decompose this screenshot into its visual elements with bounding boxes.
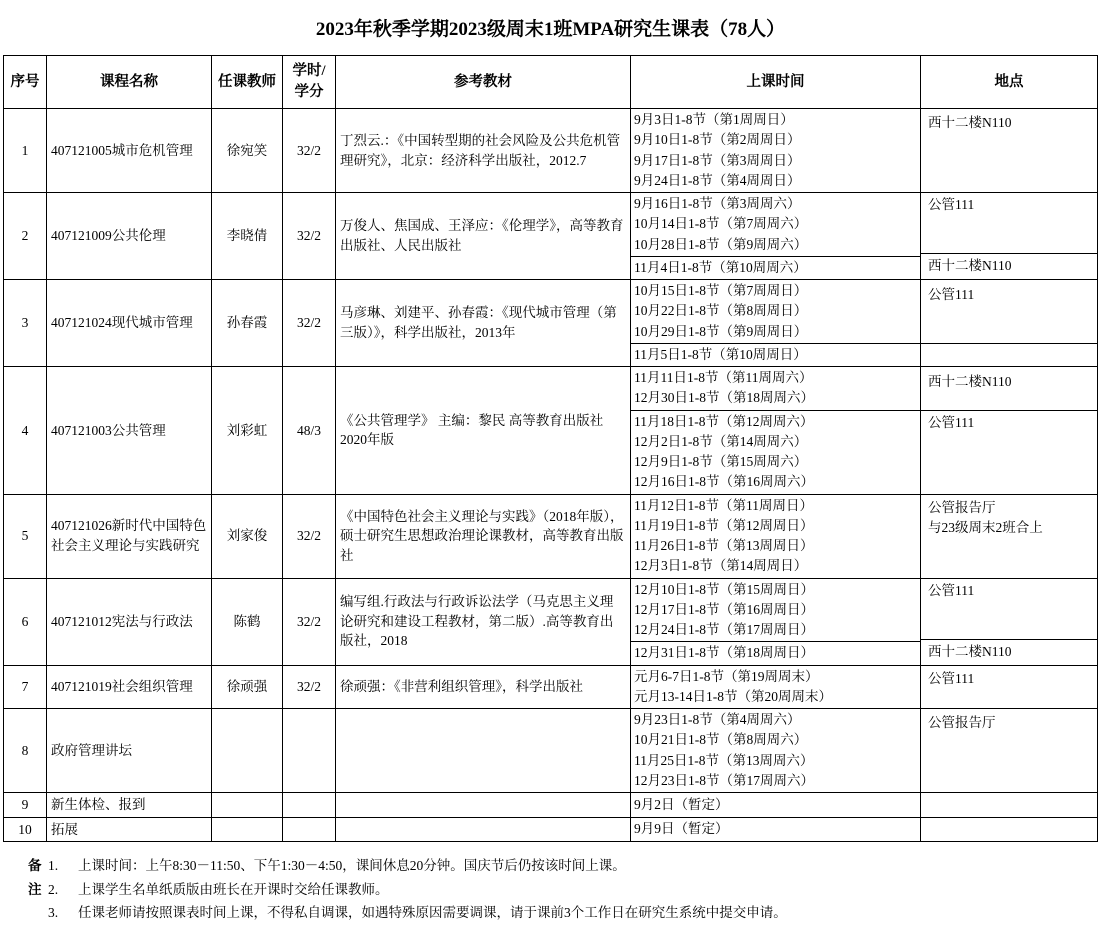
class-time-line: 12月24日1-8节（第17周周日） <box>634 622 814 638</box>
class-time-line: 11月18日1-8节（第12周周六） <box>634 413 814 429</box>
location-group <box>921 193 1097 253</box>
location-group <box>921 343 1097 363</box>
column-header-course: 课程名称 <box>47 56 212 109</box>
cell-course-name: 407121024现代城市管理 <box>47 280 212 367</box>
class-time-line: 12月16日1-8节（第16周周六） <box>634 474 814 490</box>
column-header-credit-line2: 学分 <box>294 84 324 101</box>
class-time-line: 10月21日1-8节（第8周周六） <box>634 732 808 748</box>
class-time-line: 9月3日1-8节（第1周周日） <box>634 112 794 128</box>
cell-class-time <box>631 665 921 709</box>
cell-course-name: 拓展 <box>47 817 212 842</box>
cell-teacher <box>212 709 283 793</box>
cell-course-name: 407121009公共伦理 <box>47 193 212 280</box>
course-schedule-table <box>3 55 1098 842</box>
cell-credit <box>283 709 336 793</box>
cell-course-name: 政府管理讲坛 <box>47 709 212 793</box>
cell-credit: 32/2 <box>283 193 336 280</box>
class-time-group <box>631 794 920 816</box>
location-group <box>921 410 1097 490</box>
class-time-line: 9月16日1-8节（第3周周六） <box>634 196 801 212</box>
class-time-line: 12月17日1-8节（第16周周日） <box>634 601 814 617</box>
cell-class-time <box>631 109 921 193</box>
class-time-group <box>631 410 920 494</box>
cell-teacher <box>212 817 283 842</box>
cell-class-time <box>631 193 921 280</box>
cell-location <box>921 280 1098 367</box>
class-time-line: 11月4日1-8节（第10周周六） <box>634 259 807 275</box>
location-line: 公管报告厅 <box>928 714 996 730</box>
class-time-line: 12月30日1-8节（第18周周六） <box>634 390 814 406</box>
cell-course-name: 407121019社会组织管理 <box>47 665 212 709</box>
table-row <box>4 109 1098 193</box>
schedule-document <box>0 14 1101 921</box>
cell-location <box>921 578 1098 665</box>
cell-seq: 7 <box>4 665 47 709</box>
cell-teacher: 徐宛笑 <box>212 109 283 193</box>
cell-location <box>921 494 1098 578</box>
cell-seq: 3 <box>4 280 47 367</box>
note-text: 任课老师请按照课表时间上课，不得私自调课，如遇特殊原因需要调课，请于课前3个工作日在研究生系统中提交申请。 <box>78 905 787 921</box>
cell-reference-book: 编写组.行政法与行政诉讼法学（马克思主义理论研究和建设工程教材，第二版）.高等教育出版社，2018 <box>336 578 631 665</box>
table-row <box>4 367 1098 495</box>
location-line: 西十二楼N110 <box>928 258 1012 274</box>
cell-location <box>921 817 1098 842</box>
cell-reference-book: 《公共管理学》 主编：黎民 高等教育出版社2020年版 <box>336 367 631 495</box>
table-header <box>4 56 1098 109</box>
location-group <box>921 283 1097 343</box>
class-time-line: 10月14日1-8节（第7周周六） <box>634 216 808 232</box>
cell-seq: 8 <box>4 709 47 793</box>
column-header-credit-line1: 学时/ <box>292 63 326 79</box>
cell-credit: 48/3 <box>283 367 336 495</box>
class-time-group <box>631 579 920 642</box>
class-time-line: 12月3日1-8节（第14周周日） <box>634 558 808 574</box>
note-item <box>48 878 787 902</box>
table-row <box>4 817 1098 842</box>
location-group <box>921 639 1097 664</box>
location-line: 公管111 <box>928 582 975 598</box>
class-time-line: 元月13-14日1-8节（第20周周末） <box>634 688 832 704</box>
class-time-line: 10月15日1-8节（第7周周日） <box>634 283 808 299</box>
note-item <box>48 854 787 878</box>
notes-label <box>28 854 48 901</box>
class-time-group <box>631 709 920 792</box>
column-header-credit <box>283 56 336 109</box>
cell-class-time <box>631 578 921 665</box>
cell-location <box>921 665 1098 709</box>
cell-teacher <box>212 793 283 818</box>
cell-credit: 32/2 <box>283 494 336 578</box>
cell-class-time <box>631 793 921 818</box>
cell-seq: 9 <box>4 793 47 818</box>
cell-credit: 32/2 <box>283 665 336 709</box>
notes-label-line2: 注 <box>28 881 42 897</box>
location-line: 公管报告厅 <box>928 500 996 516</box>
class-time-group <box>631 343 920 366</box>
column-header-time: 上课时间 <box>631 56 921 109</box>
class-time-line: 11月19日1-8节（第12周周日） <box>634 517 814 533</box>
cell-location <box>921 709 1098 793</box>
class-time-line: 11月5日1-8节（第10周周日） <box>634 346 807 362</box>
note-item <box>48 901 787 925</box>
cell-class-time <box>631 280 921 367</box>
cell-seq: 5 <box>4 494 47 578</box>
table-row <box>4 494 1098 578</box>
cell-teacher: 孙春霞 <box>212 280 283 367</box>
column-header-seq: 序号 <box>4 56 47 109</box>
class-time-group <box>631 495 920 578</box>
cell-teacher: 徐顽强 <box>212 665 283 709</box>
cell-teacher: 陈鹤 <box>212 578 283 665</box>
cell-teacher: 刘彩虹 <box>212 367 283 495</box>
cell-class-time <box>631 494 921 578</box>
class-time-line: 11月12日1-8节（第11周周日） <box>634 497 813 513</box>
class-time-line: 11月25日1-8节（第13周周六） <box>634 752 814 768</box>
location-group <box>921 370 1097 410</box>
note-text: 上课时间：上午8:30－11:50、下午1:30－4:50，课间休息20分钟。国庆节后仍按该时间上课。 <box>78 858 626 874</box>
class-time-group <box>631 367 920 410</box>
location-line: 西十二楼N110 <box>928 374 1012 390</box>
cell-teacher: 李晓倩 <box>212 193 283 280</box>
location-group <box>921 795 1097 815</box>
table-row <box>4 665 1098 709</box>
class-time-line: 9月9日（暂定） <box>634 821 729 837</box>
class-time-group <box>631 109 920 192</box>
class-time-group <box>631 641 920 664</box>
class-time-group <box>631 280 920 343</box>
class-time-line: 10月22日1-8节（第8周周日） <box>634 303 808 319</box>
cell-class-time <box>631 709 921 793</box>
class-time-group <box>631 256 920 279</box>
table-row <box>4 709 1098 793</box>
cell-class-time <box>631 367 921 495</box>
note-number: 2. <box>48 881 59 897</box>
class-time-line: 11月26日1-8节（第13周周日） <box>634 538 814 554</box>
cell-reference-book: 徐顽强：《非营利组织管理》，科学出版社 <box>336 665 631 709</box>
cell-location <box>921 793 1098 818</box>
page-title: 2023年秋季学期2023级周末1班MPA研究生课表（78人） <box>315 19 786 40</box>
class-time-line: 元月6-7日1-8节（第19周周末） <box>634 668 819 684</box>
cell-seq: 2 <box>4 193 47 280</box>
class-time-line: 10月28日1-8节（第9周周六） <box>634 236 808 252</box>
cell-class-time <box>631 817 921 842</box>
class-time-line: 10月29日1-8节（第9周周日） <box>634 323 808 339</box>
class-time-line: 9月23日1-8节（第4周周六） <box>634 712 801 728</box>
note-text: 上课学生名单纸质版由班长在开课时交给任课教师。 <box>78 881 389 897</box>
class-time-line: 12月31日1-8节（第18周周日） <box>634 645 814 661</box>
class-time-group <box>631 818 920 840</box>
cell-credit: 32/2 <box>283 280 336 367</box>
class-time-group <box>631 193 920 256</box>
location-group <box>921 667 1097 707</box>
location-group <box>921 711 1097 791</box>
notes-block <box>28 854 1101 925</box>
cell-reference-book: 《中国特色社会主义理论与实践》（2018年版），硕士研究生思想政治理论课教材，高等教育出版社 <box>336 494 631 578</box>
cell-credit: 32/2 <box>283 109 336 193</box>
cell-location <box>921 367 1098 495</box>
location-line: 西十二楼N110 <box>928 114 1012 130</box>
cell-reference-book <box>336 709 631 793</box>
table-body <box>4 109 1098 842</box>
notes-label-line1: 备 <box>28 858 42 874</box>
location-line: 西十二楼N110 <box>928 643 1012 659</box>
location-group <box>921 253 1097 278</box>
cell-seq: 1 <box>4 109 47 193</box>
class-time-line: 12月2日1-8节（第14周周六） <box>634 433 808 449</box>
cell-credit <box>283 793 336 818</box>
cell-seq: 10 <box>4 817 47 842</box>
cell-seq: 4 <box>4 367 47 495</box>
location-group <box>921 819 1097 839</box>
cell-reference-book: 丁烈云.：《中国转型期的社会风险及公共危机管理研究》，北京：经济科学出版社，2012.7 <box>336 109 631 193</box>
location-group <box>921 111 1097 191</box>
note-number: 1. <box>48 858 59 874</box>
class-time-line: 12月23日1-8节（第17周周六） <box>634 772 814 788</box>
location-line: 公管111 <box>928 415 975 431</box>
class-time-line: 9月17日1-8节（第3周周日） <box>634 152 801 168</box>
cell-course-name: 407121005城市危机管理 <box>47 109 212 193</box>
column-header-teacher: 任课教师 <box>212 56 283 109</box>
class-time-line: 9月24日1-8节（第4周周日） <box>634 172 801 188</box>
cell-course-name: 407121012宪法与行政法 <box>47 578 212 665</box>
table-row <box>4 578 1098 665</box>
class-time-line: 9月10日1-8节（第2周周日） <box>634 132 801 148</box>
location-group <box>921 579 1097 639</box>
cell-reference-book: 万俊人、焦国成、王泽应：《伦理学》，高等教育出版社、人民出版社 <box>336 193 631 280</box>
cell-seq: 6 <box>4 578 47 665</box>
cell-teacher: 刘家俊 <box>212 494 283 578</box>
table-header-row <box>4 56 1098 109</box>
class-time-line: 12月9日1-8节（第15周周六） <box>634 454 808 470</box>
location-line: 公管111 <box>928 197 975 213</box>
cell-location <box>921 193 1098 280</box>
class-time-line: 9月2日（暂定） <box>634 796 729 812</box>
class-time-line: 12月10日1-8节（第15周周日） <box>634 581 814 597</box>
notes-list <box>48 854 787 925</box>
cell-credit: 32/2 <box>283 578 336 665</box>
location-line: 公管111 <box>928 287 975 303</box>
column-header-place: 地点 <box>921 56 1098 109</box>
cell-location <box>921 109 1098 193</box>
cell-course-name: 407121026新时代中国特色社会主义理论与实践研究 <box>47 494 212 578</box>
location-line: 与23级周末2班合上 <box>928 520 1043 536</box>
cell-reference-book <box>336 793 631 818</box>
cell-course-name: 407121003公共管理 <box>47 367 212 495</box>
cell-course-name: 新生体检、报到 <box>47 793 212 818</box>
location-line: 公管111 <box>928 670 975 686</box>
table-row <box>4 793 1098 818</box>
table-row <box>4 280 1098 367</box>
location-group <box>921 496 1097 576</box>
class-time-group <box>631 666 920 709</box>
cell-credit <box>283 817 336 842</box>
class-time-line: 11月11日1-8节（第11周周六） <box>634 370 813 386</box>
cell-reference-book <box>336 817 631 842</box>
cell-reference-book: 马彦琳、刘建平、孙春霞：《现代城市管理（第三版）》，科学出版社，2013年 <box>336 280 631 367</box>
note-number: 3. <box>48 905 59 921</box>
column-header-book: 参考教材 <box>336 56 631 109</box>
table-row <box>4 193 1098 280</box>
